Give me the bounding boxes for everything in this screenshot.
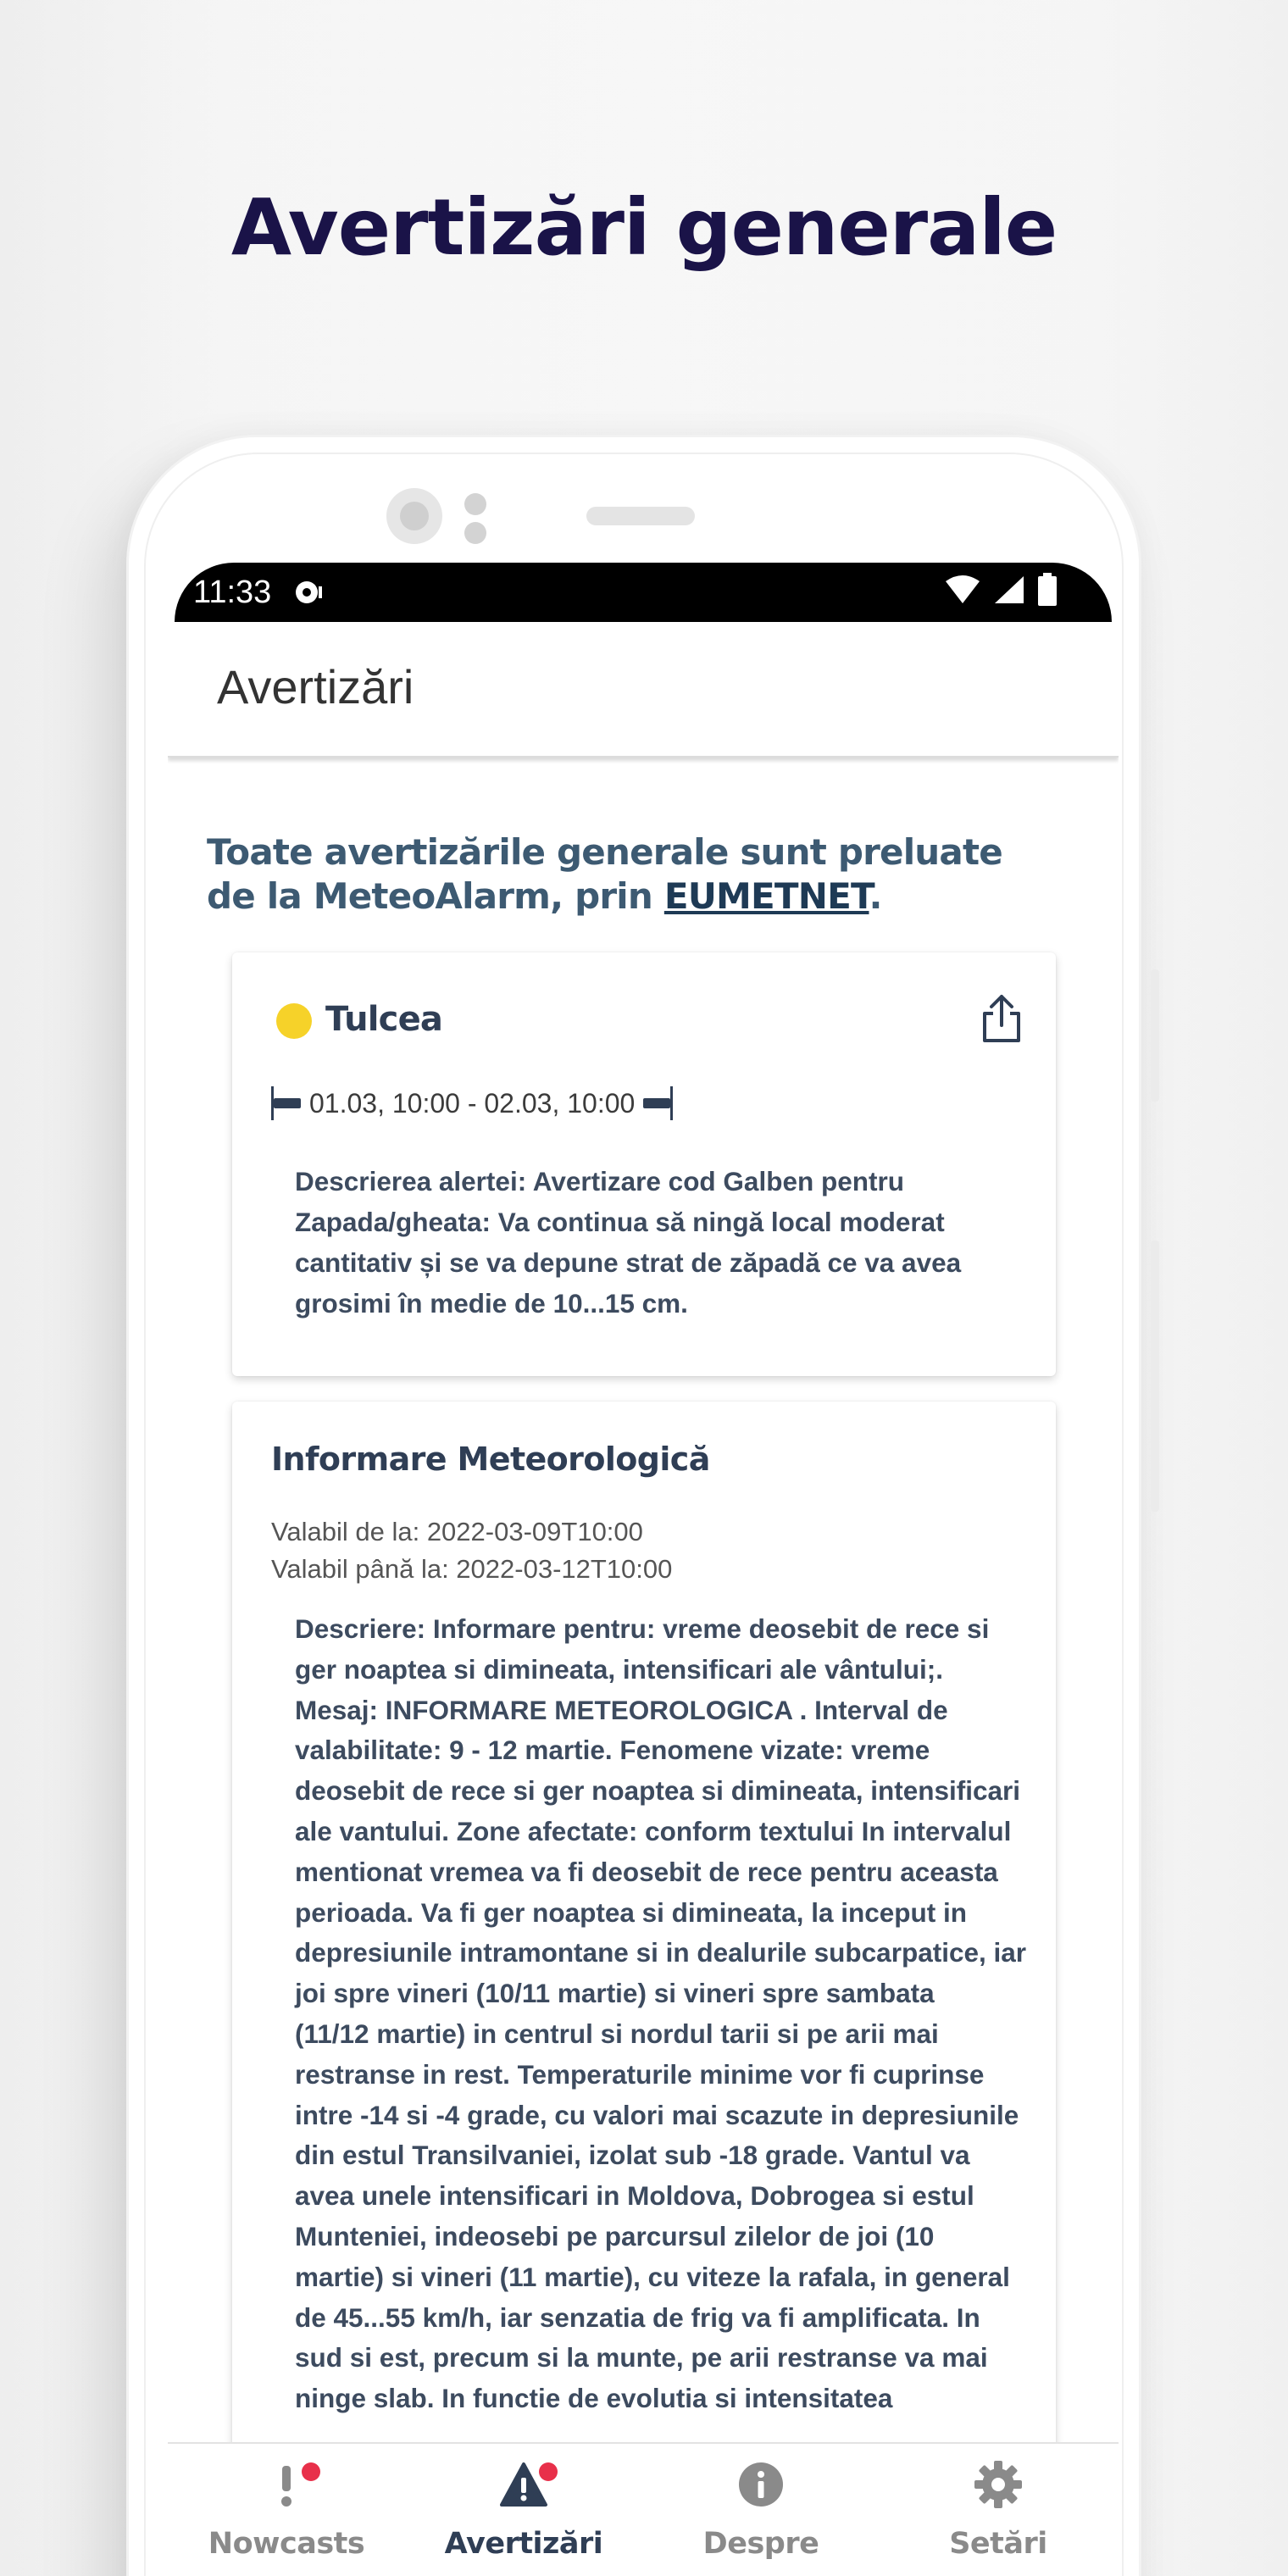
hero-title: Avertizări generale (230, 182, 1058, 273)
notification-icon (293, 578, 327, 611)
description-line: valabilitate: 9 - 12 martie. Fenomene vizate: vreme (295, 1735, 930, 1766)
nav-item-despre[interactable] (642, 2444, 880, 2576)
phone-side-button (1151, 969, 1159, 1102)
interval-end-icon (643, 1086, 673, 1120)
share-icon[interactable] (978, 991, 1025, 1050)
app-screen (168, 561, 1119, 2576)
phone-sensor (464, 493, 486, 515)
description-line: de 45...55 km/h, iar senzatia de frig va fi amplificata. In (295, 2301, 980, 2333)
description-line: Descrierea alertei: Avertizare cod Galben pentru (295, 1166, 904, 1196)
alert-interval (271, 1086, 673, 1120)
front-camera (386, 488, 442, 544)
description-line: Mesaj: INFORMARE METEOROLOGICA . Interval de (295, 1694, 948, 1725)
description-line: perioada. Va fi ger noaptea si dimineata, la inceput in (295, 1896, 967, 1928)
intro-suffix: . (869, 875, 882, 917)
description-line: depresiunile intramontane si in dealurile subcarpatice, iar (295, 1937, 1027, 1968)
phone-sensor (464, 522, 486, 544)
valid-to: Valabil până la: 2022-03-12T10:00 (271, 1554, 673, 1584)
interval-start-icon (271, 1086, 301, 1120)
description-line: ale vantului. Zone afectate: conform textului In intervalul (295, 1816, 1012, 1846)
description-line: sud si est, precum si la munte, pe arii restranse va mai (295, 2342, 988, 2373)
info-card[interactable] (232, 1402, 1056, 2576)
description-line: Munteniei, indeosebi pe parcursul zilelor de joi (10 (295, 2221, 935, 2251)
description-line: martie) si vineri (11 martie), cu viteze la rafala, in general (295, 2261, 1010, 2292)
description-line: ger noaptea si dimineata, intensificari ale vântului;. (295, 1653, 943, 1685)
description-line: din estul Transilvaniei, izolat sub -18 grade. Vantul va (295, 2140, 970, 2171)
nav-item-nowcasts[interactable] (168, 2444, 405, 2576)
description-line: avea unele intensificari in Moldova, Dobrogea si estul (295, 2180, 974, 2212)
description-line: Descriere: Informare pentru: vreme deosebit de rece si (295, 1613, 990, 1644)
nav-label-nowcasts: Nowcasts (208, 2527, 365, 2561)
description-line: mentionat vremea va fi deosebit de rece pentru aceasta (295, 1856, 998, 1887)
phone-speaker (586, 507, 695, 525)
info-icon (736, 2459, 786, 2510)
description-line: joi spre vineri (10/11 martie) si vineri spre sambata (295, 1978, 935, 2009)
description-line: restranse in rest. Temperaturile minime vor fi cuprinse (295, 2058, 985, 2090)
description-line: grosimi în medie de 10...15 cm. (295, 1288, 688, 1319)
nav-item-avertizari[interactable] (405, 2444, 642, 2576)
intro-text (207, 830, 1054, 919)
info-title: Informare Meteorologică (271, 1441, 710, 1478)
description-line: Zapada/gheata: Va continua să ningă local moderat (295, 1207, 945, 1237)
avertizari-badge (539, 2462, 558, 2481)
description-line: ninge slab. In functie de evolutia si intensitatea (295, 2383, 893, 2414)
wifi-icon (944, 575, 981, 609)
nav-label-despre: Despre (702, 2527, 819, 2561)
intro-message: Toate avertizările generale sunt preluate de la MeteoAlarm, prin (207, 831, 1002, 917)
nowcasts-badge (302, 2462, 320, 2481)
status-bar (175, 563, 1112, 622)
valid-from: Valabil de la: 2022-03-09T10:00 (271, 1517, 643, 1546)
nav-item-setari[interactable] (880, 2444, 1117, 2576)
alert-level-dot (276, 1003, 312, 1039)
page-title: Avertizări (217, 660, 414, 713)
phone-side-button (1151, 1241, 1159, 1512)
gear-icon (973, 2459, 1024, 2510)
battery-icon (1037, 573, 1058, 611)
signal-icon (993, 575, 1025, 609)
description-line: (11/12 martie) in centrul si nordul tarii si pe arii mai (295, 2018, 939, 2049)
description-line: deosebit de rece si ger noaptea si dimineata, intensificari (295, 1775, 1021, 1807)
alert-card[interactable] (232, 952, 1056, 1376)
status-time: 11:33 (193, 575, 272, 610)
app-bar (168, 622, 1119, 758)
nav-label-avertizari: Avertizări (444, 2527, 603, 2561)
bottom-navigation (168, 2442, 1119, 2576)
interval-text: 01.03, 10:00 - 02.03, 10:00 (309, 1087, 636, 1119)
description-line: cantitativ și se va depune strat de zăpadă ce va avea (295, 1247, 962, 1278)
eumetnet-link[interactable]: EUMETNET (663, 875, 869, 917)
description-line: intre -14 si -4 grade, cu valori mai scazute in depresiunile (295, 2099, 1019, 2130)
nav-label-setari: Setări (949, 2527, 1047, 2561)
alert-region: Tulcea (325, 1000, 443, 1039)
